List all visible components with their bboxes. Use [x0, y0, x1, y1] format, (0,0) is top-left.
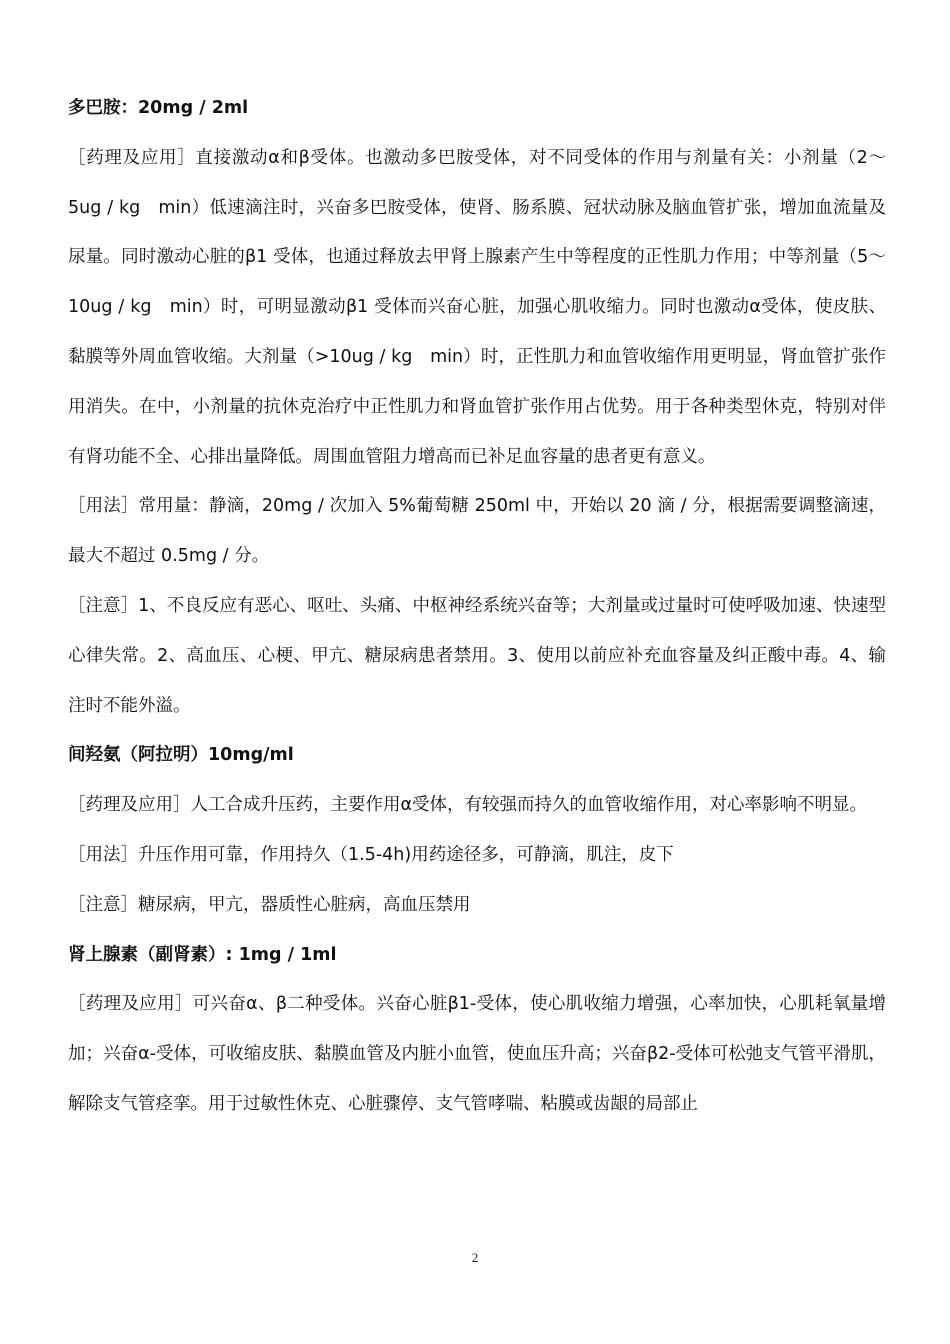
paragraph-metaraminol-pharmacology: ［药理及应用］人工合成升压药，主要作用α受体，有较强而持久的血管收缩作用，对心率影响不明显。: [68, 795, 868, 816]
paragraph-metaraminol-usage: ［用法］升压作用可靠，作用持久（1.5-4h)用药途径多，可静滴，肌注，皮下: [68, 844, 674, 865]
section-heading-dopamine: 多巴胺：20mg / 2ml: [68, 98, 249, 118]
paragraph-dopamine-cautions: ［注意］1、不良反应有恶心、呕吐、头痛、中枢神经系统兴奋等；大剂量或过量时可使呼吸加速、快速型心律失常。2、高血压、心梗、甲亢、糖尿病患者禁用。3、使用以前应补充血容量及纠正酸中毒。4、输注时不能外溢。: [68, 595, 886, 716]
paragraph-metaraminol-cautions: ［注意］糖尿病，甲亢，器质性心脏病，高血压禁用: [68, 894, 471, 915]
document-body: [68, 84, 886, 1130]
paragraph-epinephrine-pharmacology: ［药理及应用］可兴奋α、β二种受体。兴奋心脏β1-受体，使心肌收缩力增强，心率加快，心肌耗氧量增加；兴奋α-受体，可收缩皮肤、黏膜血管及内脏小血管，使血压升高；兴奋β2-受体可松弛支气管平滑肌，解除支气管痉挛。用于过敏性休克、心脏骤停、支气管哮喘、粘膜或齿龈的局部止: [68, 994, 886, 1114]
page-number: 2: [471, 1250, 479, 1265]
section-heading-epinephrine: 肾上腺素（副肾素）: 1mg / 1ml: [68, 944, 337, 965]
paragraph-dopamine-pharmacology: ［药理及应用］直接激动α和β受体。也激动多巴胺受体，对不同受体的作用与剂量有关：小剂量（2～5ug / kg min）低速滴注时，兴奋多巴胺受体，使肾、肠系膜、冠状动脉及脑血管扩张，增加血流量及尿量。同时激动心脏的β1 受体，也通过释放去甲肾上腺素产生中等程度的正性肌力作用；中等剂量（5～10ug / kg min）时，可明显激动β1 受体而兴奋心脏，加强心肌收缩力。同时也激动α受体，使皮肤、黏膜等外周血管收缩。大剂量（>10ug / kg min）时，正性肌力和血管收缩作用更明显，肾血管扩张作用消失。在中，小剂量的抗休克治疗中正性肌力和肾血管扩张作用占优势。用于各种类型休克，特别对伴有肾功能不全、心排出量降低。周围血管阻力增高而已补足血容量的患者更有意义。: [68, 147, 886, 467]
paragraph-dopamine-usage: ［用法］常用量：静滴，20mg / 次加入 5%葡萄糖 250ml 中，开始以 20 滴 / 分，根据需要调整滴速，最大不超过 0.5mg / 分。: [68, 496, 886, 567]
section-heading-metaraminol: 间羟氨（阿拉明）10mg/ml: [68, 745, 294, 766]
